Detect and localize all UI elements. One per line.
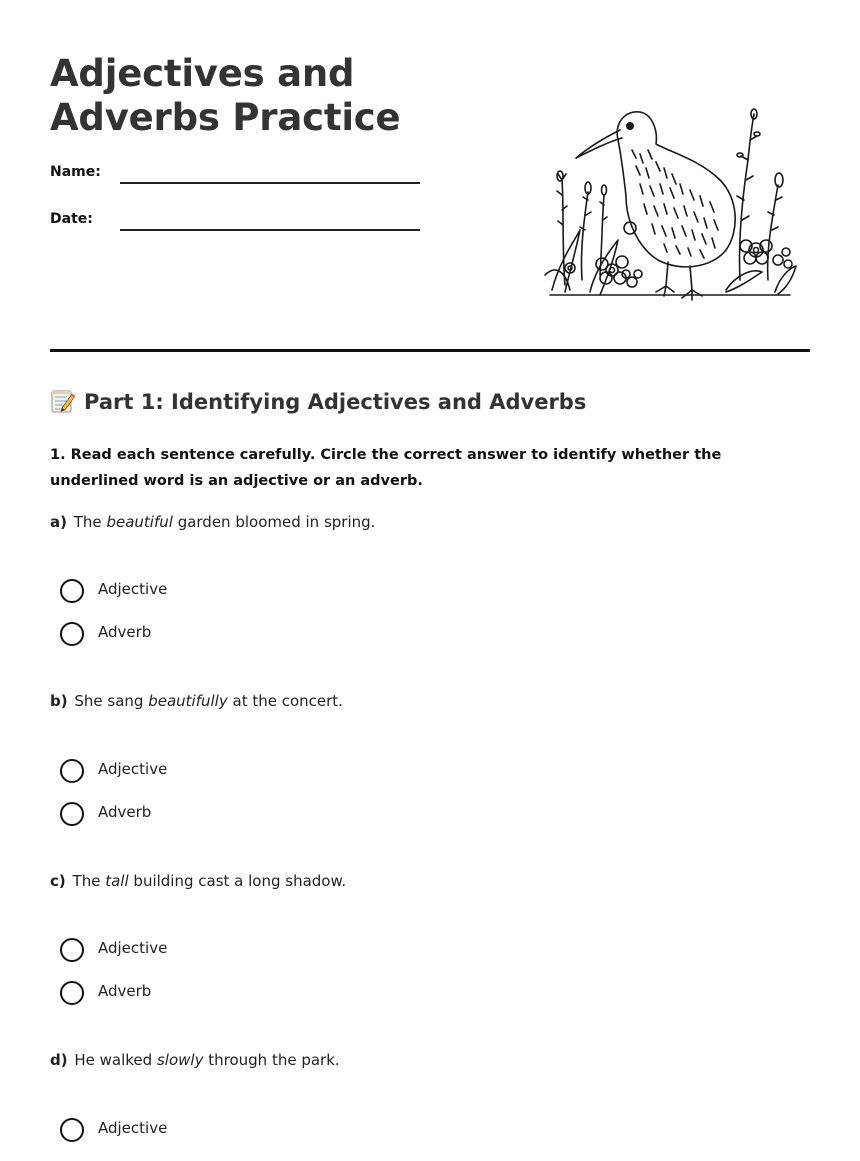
question-text	[50, 1050, 810, 1070]
worksheet-title: Adjectives and Adverbs Practice	[50, 52, 401, 139]
date-label: Date:	[50, 211, 93, 227]
sentence-before: The	[72, 872, 101, 890]
question-letter: a)	[50, 513, 67, 531]
question-text	[50, 691, 810, 711]
name-line[interactable]	[120, 182, 420, 184]
target-word: tall	[105, 872, 129, 890]
part1-heading-text: Part 1: Identifying Adjectives and Adverbs	[84, 390, 587, 414]
sentence-after: building cast a long shadow.	[133, 872, 347, 890]
memo-icon	[50, 388, 76, 414]
name-label: Name:	[50, 164, 101, 180]
header-divider	[50, 349, 810, 352]
question-letter: c)	[50, 872, 66, 890]
radio-circle[interactable]	[60, 802, 84, 826]
radio-circle[interactable]	[60, 938, 84, 962]
question-c	[50, 871, 810, 1000]
option-label: Adjective	[98, 1119, 168, 1137]
worksheet-header	[50, 52, 520, 258]
question-b	[50, 691, 810, 821]
sentence-before: He walked	[74, 1051, 153, 1069]
option-label: Adjective	[98, 939, 168, 957]
option-label: Adverb	[98, 982, 152, 1000]
sentence-after: through the park.	[208, 1051, 340, 1069]
radio-circle[interactable]	[60, 579, 84, 603]
question-letter: b)	[50, 692, 68, 710]
sentence-after: garden bloomed in spring.	[177, 513, 376, 531]
radio-circle[interactable]	[60, 1118, 84, 1142]
question-text	[50, 871, 810, 891]
name-field-row	[50, 164, 520, 211]
option-label: Adjective	[98, 580, 168, 598]
sentence-after: at the concert.	[232, 692, 343, 710]
question-text	[50, 512, 810, 532]
target-word: slowly	[156, 1051, 204, 1069]
radio-circle[interactable]	[60, 622, 84, 646]
sentence-before: She sang	[74, 692, 144, 710]
target-word: beautiful	[106, 513, 173, 531]
date-line[interactable]	[120, 229, 420, 231]
option-label: Adverb	[98, 623, 152, 641]
question-letter: d)	[50, 1051, 68, 1069]
question-a	[50, 512, 810, 641]
date-field-row	[50, 211, 520, 258]
option-label: Adverb	[98, 803, 152, 821]
kiwi-illustration	[540, 100, 800, 310]
sentence-before: The	[73, 513, 102, 531]
option-label: Adjective	[98, 760, 168, 778]
part1-instruction: 1. Read each sentence carefully. Circle the correct answer to identify whether the underlined word is an adjective or an adverb.	[50, 447, 722, 489]
radio-circle[interactable]	[60, 759, 84, 783]
question-d	[50, 1050, 810, 1137]
radio-circle[interactable]	[60, 981, 84, 1005]
target-word: beautifully	[148, 692, 228, 710]
part1-heading	[50, 388, 586, 414]
